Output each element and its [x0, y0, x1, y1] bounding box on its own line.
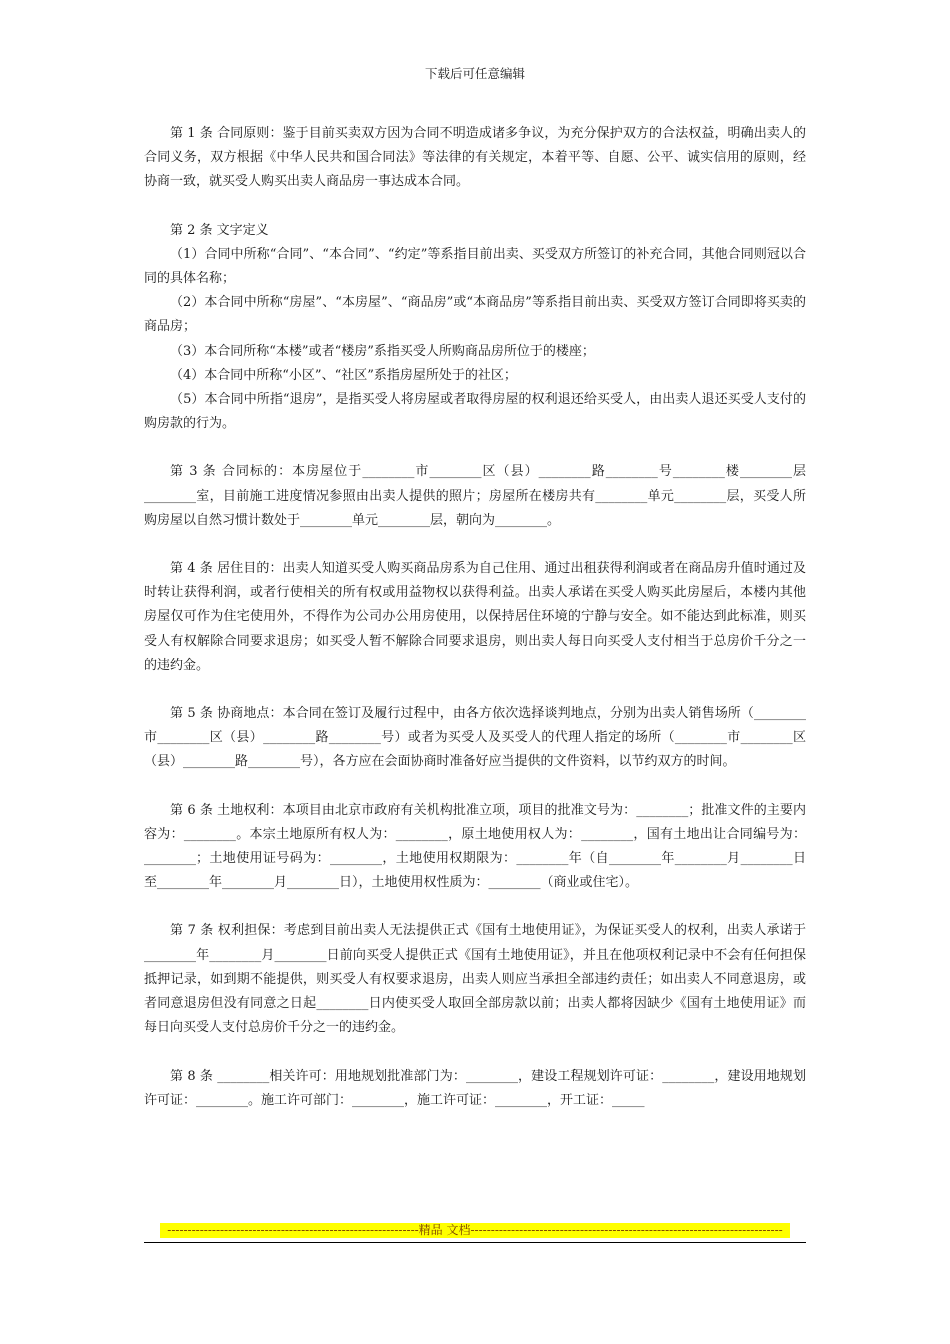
article-paragraph: 第 8 条 ________相关许可：用地规划批准部门为：________，建设工程规划许可证：________，建设用地规划许可证：________。施工许可部门：________，施工许可证：________，开工证：_____ [144, 1068, 806, 1108]
article-2 [144, 219, 806, 437]
contract-body [144, 122, 806, 1113]
article-3 [144, 460, 806, 533]
definition-item: （4）本合同中所称“小区”、“社区”系指房屋所处于的社区； [170, 367, 517, 383]
footer-divider [144, 1242, 806, 1243]
article-paragraph: 第 5 条 协商地点：本合同在签订及履行过程中，由各方依次选择谈判地点，分别为出卖人销售场所（________市________区（县）________路________号）或者为买受人及买受人的代理人指定的场所（________市________区（县）________路________号），各方应在会面协商时准备好应当提供的文件资料，以节约双方的时间。 [144, 706, 806, 770]
article-paragraph: 第 2 条 文字定义 [170, 222, 269, 238]
article-paragraph: 第 3 条 合同标的：本房屋位于________市________区（县）________路________号________楼________层________室，目前施工进度情况参照由出卖人提供的照片；房屋所在楼房共有________单元________层，买受人所购房屋以自然习惯计数处于________单元________层，朝向为________。 [144, 464, 806, 528]
article-5 [144, 702, 806, 775]
definition-item: （1）合同中所称“合同”、“本合同”、“约定”等系指目前出卖、买受双方所签订的补充合同，其他合同则冠以合同的具体名称； [144, 246, 806, 287]
definition-item: （2）本合同中所称“房屋”、“本房屋”、“商品房”或“本商品房”等系指目前出卖、买受双方签订合同即将买卖的商品房； [144, 295, 806, 335]
article-paragraph: 第 1 条 合同原则：鉴于目前买卖双方因为合同不明造成诸多争议，为充分保护双方的合法权益，明确出卖人的合同义务，双方根据《中华人民共和国合同法》等法律的有关规定，本着平等、自愿、公平、诚实信用的原则，经协商一致，就买受人购买出卖人商品房一事达成本合同。 [144, 126, 806, 190]
article-1 [144, 122, 806, 195]
article-7 [144, 919, 806, 1040]
article-paragraph: 第 7 条 权利担保：考虑到目前出卖人无法提供正式《国有土地使用证》，为保证买受人的权利，出卖人承诺于________年________月________日前向买受人提供正式《国有土地使用证》，并且在他项权利记录中不会有任何担保抵押记录，如到期不能提供，则买受人有权要求退房，出卖人则应当承担全部违约责任；如出卖人不同意退房，或者同意退房但没有同意之日起________日内使买受人取回全部房款以前；出卖人都将因缺少《国有土地使用证》而每日向买受人支付总房价千分之一的违约金。 [144, 923, 806, 1036]
article-4 [144, 557, 806, 678]
page-header-note: 下载后可任意编辑 [424, 66, 525, 81]
article-6 [144, 799, 806, 896]
footer-banner: --------------------------------------------------------------精品 文档----------------------------------------------------------------------------- [160, 1223, 790, 1238]
article-8 [144, 1065, 806, 1113]
article-paragraph: 第 6 条 土地权利：本项目由北京市政府有关机构批准立项，项目的批准文号为：________；批准文件的主要内容为：________。本宗土地原所有权人为：________，原土地使用权人为：________，国有土地出让合同编号为：________；土地使用证号码为：________，土地使用权期限为：________年（自________年________月________日至________年________月________日），土地使用权性质为：________（商业或住宅）。 [144, 802, 806, 891]
definition-item: （5）本合同中所指“退房”，是指买受人将房屋或者取得房屋的权利退还给买受人，由出卖人退还买受人支付的购房款的行为。 [144, 392, 806, 432]
article-paragraph: 第 4 条 居住目的：出卖人知道买受人购买商品房系为自己住用、通过出租获得利润或者在商品房升值时通过及时转让获得利润，或者行使相关的所有权或用益物权以获得利益。出卖人承诺在买受人购买此房屋后，本楼内其他房屋仅可作为住宅使用外，不得作为公司办公用房使用，以保持居住环境的宁静与安全。如不能达到此标准，则买受人有权解除合同要求退房；如买受人暂不解除合同要求退房，则出卖人每日向买受人支付相当于总房价千分之一的违约金。 [144, 561, 806, 673]
definition-item: （3）本合同所称“本楼”或者“楼房”系指买受人所购商品房所位于的楼座； [170, 343, 595, 359]
